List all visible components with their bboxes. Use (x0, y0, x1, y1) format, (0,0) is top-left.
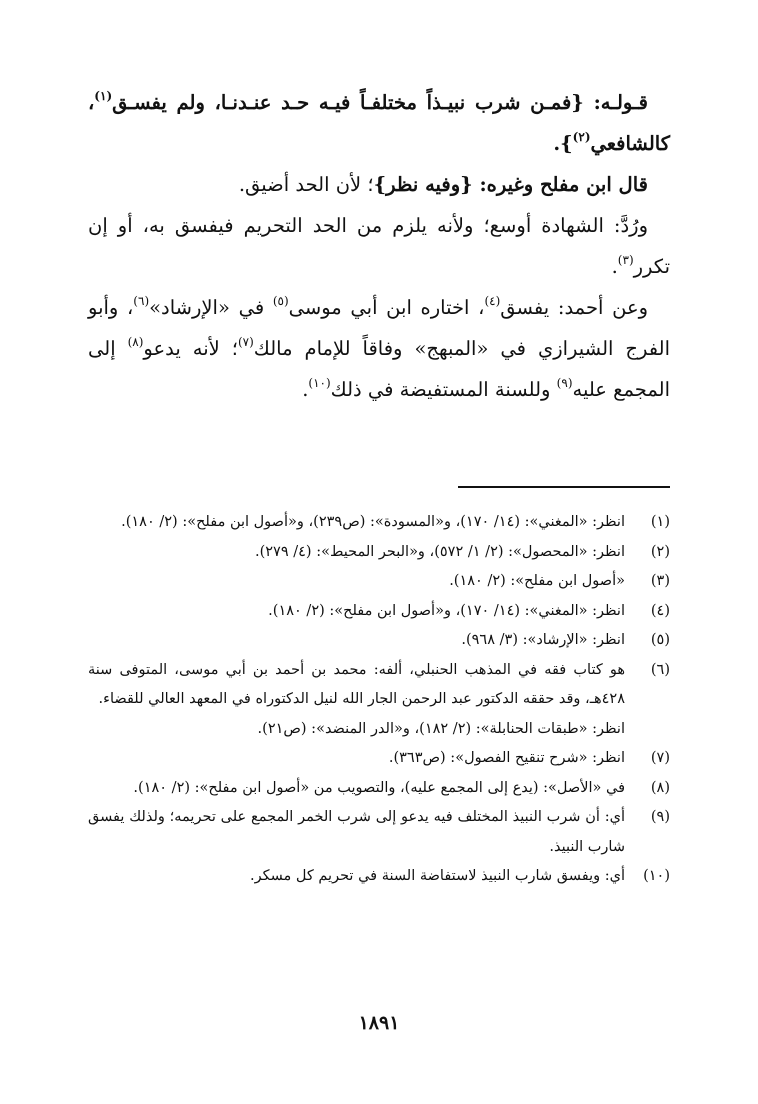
paragraph-4-part-a: وعن أحمد: يفسق (500, 296, 648, 319)
footnote-text: انظر: «شرح تنقيح الفصول»: (ص٣٦٣). (388, 750, 625, 766)
footnote-ref-10[interactable]: (١٠) (308, 376, 331, 390)
footnote-ref-1[interactable]: (١) (94, 89, 113, 103)
footnote-ref-3[interactable]: (٣) (617, 253, 634, 267)
paragraph-3-part-a: ورُدَّ: الشهادة أوسع؛ ولأنه يلزم من الحد التحريم فيفسق به، أو إن تكرر (88, 214, 670, 278)
paragraph-4-part-b: ، اختاره ابن أبي موسى (288, 296, 485, 319)
paragraph-1 (88, 82, 670, 164)
footnote-4 (88, 597, 670, 627)
paragraph-2-part-b: ؛ لأن الحد أضيق. (238, 173, 374, 196)
footnote-ref-6[interactable]: (٦) (133, 294, 150, 308)
footnote-text: انظر: «المحصول»: (٢/ ١/ ٥٧٢)، و«البحر المحيط»: (٤/ ٢٧٩). (254, 543, 625, 560)
footnote-text: انظر: «الإرشاد»: (٣/ ٩٦٨). (461, 632, 625, 648)
footnote-number: (٣) (650, 573, 670, 589)
footnote-number: (٤) (650, 602, 670, 619)
footnote-ref-7[interactable]: (٧) (237, 335, 254, 349)
footnote-text: انظر: «المغني»: (١٤/ ١٧٠)، و«أصول ابن مفلح»: (٢/ ١٨٠). (268, 602, 625, 619)
paragraph-4-part-e: ؛ لأنه يدعو (143, 337, 238, 360)
footnote-ref-5[interactable]: (٥) (272, 294, 289, 308)
paragraph-1-part-a: قـولـه: {فمـن شرب نبيـذاً مختلفـاً فيـه حـد عنـدنـا، ولم يفسـق (112, 91, 648, 114)
paragraph-1-part-c: }. (553, 132, 573, 155)
footnote-ref-8[interactable]: (٨) (127, 335, 144, 349)
paragraph-4-part-h: . (302, 378, 309, 401)
paragraph-4 (88, 287, 670, 410)
footnote-number: (١) (650, 514, 670, 530)
footnote-6 (88, 656, 670, 715)
footnote-number: (٩) (650, 809, 670, 825)
paragraph-4-part-c: في «الإرشاد» (149, 296, 273, 319)
footnote-6-continuation (88, 715, 670, 745)
footnote-10 (88, 862, 670, 892)
footnote-ref-4[interactable]: (٤) (484, 294, 501, 308)
footnote-number: (٨) (650, 779, 670, 796)
footnote-divider (458, 486, 670, 488)
paragraph-1-part-b: ، كالشافعي (88, 91, 670, 155)
paragraph-4-part-d: ، وأبو الفرج الشيرازي في «المبهج» وفاقاً للإمام مالك (88, 296, 670, 360)
footnote-number: (٥) (650, 632, 670, 648)
paragraph-3-part-b: . (611, 255, 618, 278)
footnote-7 (88, 744, 670, 774)
page-number: ١٨٩١ (358, 1012, 400, 1034)
footnote-text: أي: أن شرب النبيذ المختلف فيه يدعو إلى شرب الخمر المجمع على تحريمه؛ ولذلك يفسق شارب النبيذ. (88, 809, 625, 855)
footnote-8 (88, 774, 670, 804)
footnote-text: «أصول ابن مفلح»: (٢/ ١٨٠). (449, 573, 625, 589)
footnote-ref-2[interactable]: (٢) (572, 130, 591, 144)
paragraph-4-part-f: إلى المجمع عليه (88, 337, 670, 401)
footnote-text: هو كتاب فقه في المذهب الحنبلي، ألفه: محمد بن أحمد بن أبي موسى، المتوفى سنة ٤٢٨هـ، وقد حققه الدكتور عبد الرحمن الجار الله لنيل الدكتوراه في المعهد العالي للقضاء. (88, 661, 625, 707)
footnote-5 (88, 626, 670, 656)
footnote-number: (٧) (650, 750, 670, 766)
footnote-1 (88, 508, 670, 538)
footnotes (88, 508, 670, 892)
footnote-2 (88, 538, 670, 568)
main-text (88, 82, 670, 410)
footnote-text: أي: ويفسق شارب النبيذ لاستفاضة السنة في تحريم كل مسكر. (249, 868, 625, 884)
footnote-number: (٦) (650, 661, 670, 678)
footnote-number: (١٠) (643, 868, 670, 884)
footnote-3 (88, 567, 670, 597)
footnote-text: انظر: «طبقات الحنابلة»: (٢/ ١٨٢)، و«الدر المنضد»: (ص٢١). (257, 720, 625, 737)
footnote-9 (88, 803, 670, 862)
footnote-text: في «الأصل»: (يدع إلى المجمع عليه)، والتصويب من «أصول ابن مفلح»: (٢/ ١٨٠). (133, 779, 625, 796)
paragraph-4-part-g: وللسنة المستفيضة في ذلك (330, 378, 557, 401)
footnote-ref-9[interactable]: (٩) (556, 376, 573, 390)
footnote-text: انظر: «المغني»: (١٤/ ١٧٠)، و«المسودة»: (ص٢٣٩)، و«أصول ابن مفلح»: (٢/ ١٨٠). (121, 514, 625, 530)
paragraph-2 (88, 164, 670, 205)
footnote-number: (٢) (650, 543, 670, 560)
paragraph-2-part-a: قال ابن مفلح وغيره: {وفيه نظر} (373, 173, 648, 196)
paragraph-3 (88, 205, 670, 287)
